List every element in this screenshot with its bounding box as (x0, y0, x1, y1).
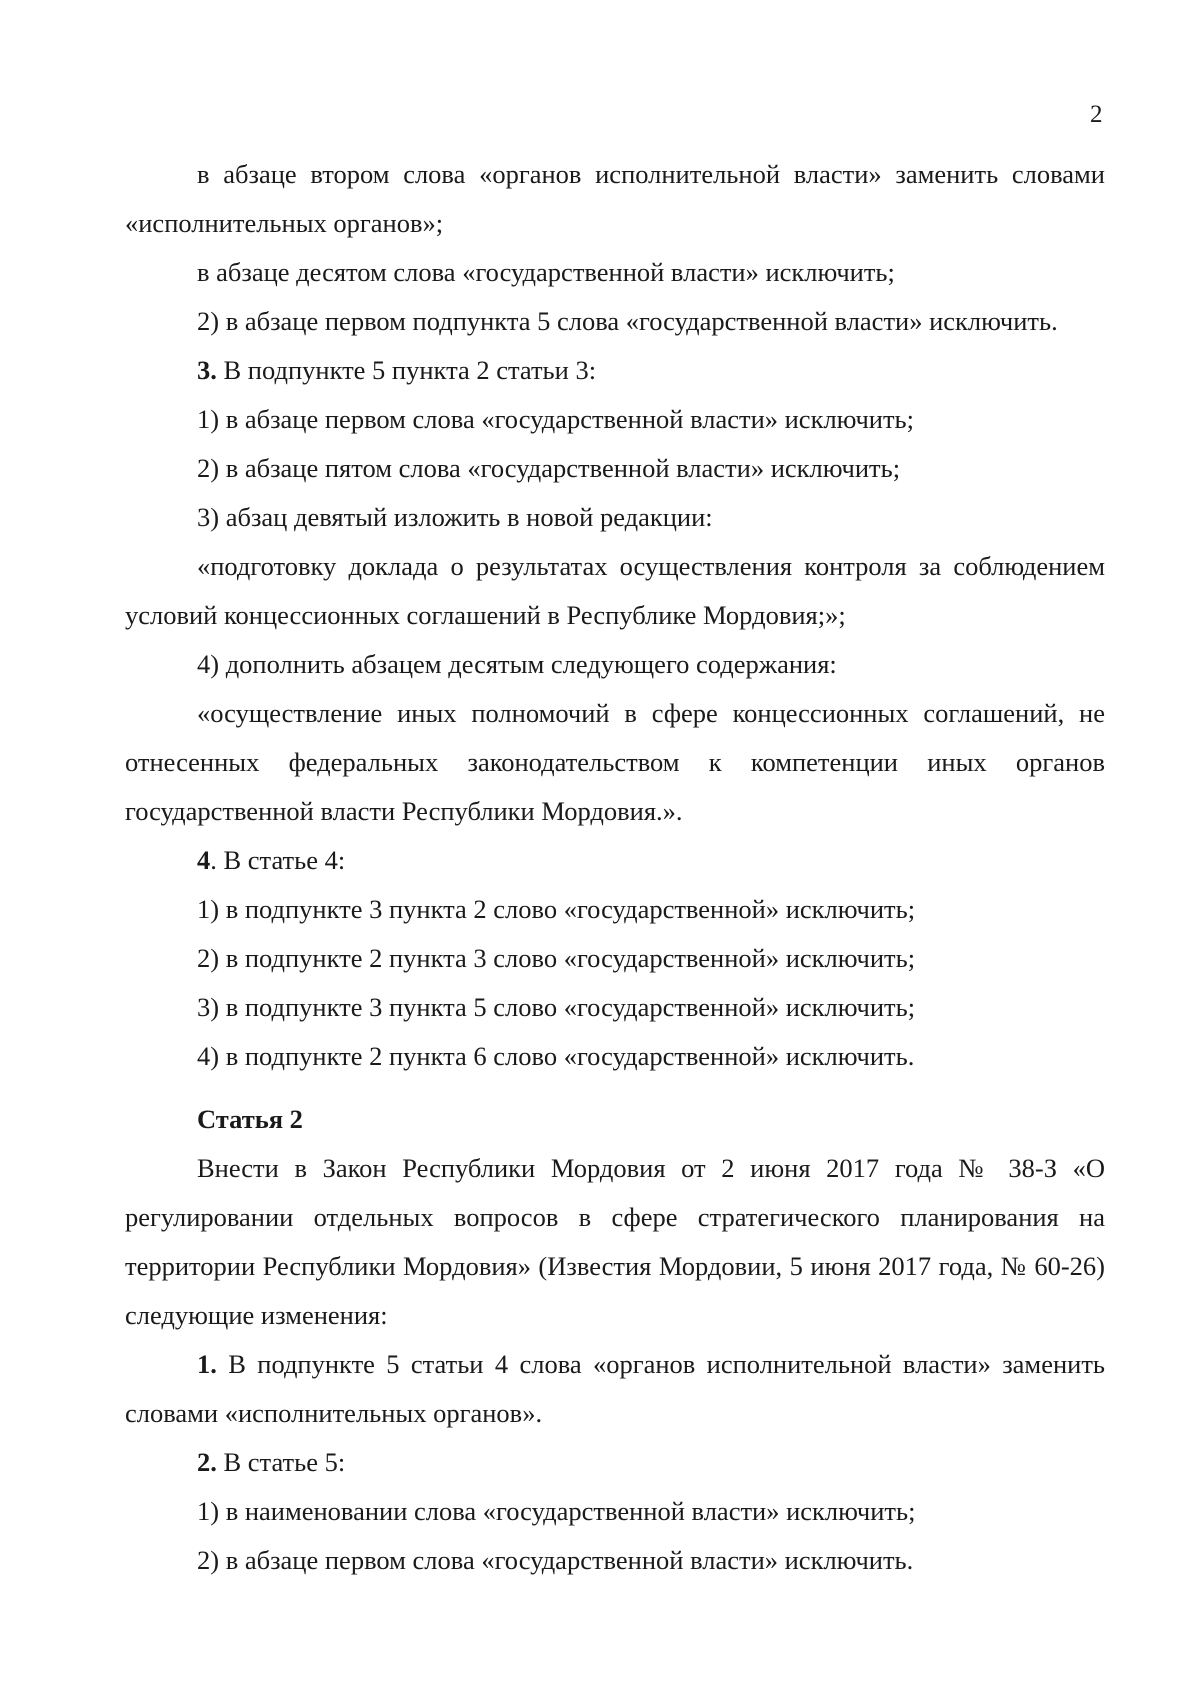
paragraph: в абзаце десятом слова «государственной власти» исключить; (197, 257, 895, 287)
paragraph: 4) в подпункте 2 пункта 6 слово «государственной» исключить. (197, 1041, 915, 1071)
item-text: В статье 5: (216, 1447, 346, 1477)
document-body (125, 150, 1105, 1585)
paragraph: 2) в абзаце первом подпункта 5 слова «государственной власти» исключить. (197, 306, 1058, 336)
paragraph: 2) в подпункте 2 пункта 3 слово «государственной» исключить; (197, 943, 916, 973)
paragraph (125, 1438, 1105, 1487)
item-number: 1. (197, 1349, 217, 1379)
section-gap (125, 1081, 1105, 1095)
item-text: . В статье 4: (210, 845, 346, 875)
paragraph: 4) дополнить абзацем десятым следующего содержания: (197, 649, 837, 679)
paragraph: 1) в подпункте 3 пункта 2 слово «государственной» исключить; (197, 894, 916, 924)
article-1-continuation (125, 150, 1105, 1081)
item-number: 3. (197, 355, 217, 385)
paragraph: 3) абзац девятый изложить в новой редакции: (197, 502, 713, 532)
paragraph: 3) в подпункте 3 пункта 5 слово «государственной» исключить; (197, 992, 916, 1022)
item-text: В подпункте 5 пункта 2 статьи 3: (216, 355, 597, 385)
paragraph: 2) в абзаце пятом слова «государственной власти» исключить; (197, 453, 901, 483)
paragraph: 1) в абзаце первом слова «государственной власти» исключить; (197, 404, 914, 434)
page-number: 2 (1090, 101, 1103, 128)
paragraph (125, 1340, 1105, 1438)
item-text: В подпункте 5 статьи 4 слова «органов исполнительной власти» заменить словами «исполнительных органов». (125, 1349, 1105, 1428)
paragraph: 1) в наименовании слова «государственной власти» исключить; (197, 1496, 916, 1526)
item-number: 2. (197, 1447, 217, 1477)
paragraph: «осуществление иных полномочий в сфере концессионных соглашений, не отнесенных федеральных законодательством к компетенции иных органов государственной власти Республики Мордовия.». (125, 698, 1105, 826)
paragraph (125, 836, 1105, 885)
article-2-body (125, 1144, 1105, 1585)
paragraph: Внести в Закон Республики Мордовия от 2 июня 2017 года № 38-З «О регулировании отдельных вопросов в сфере стратегического планирования на территории Республики Мордовия» (Известия Мордовии, 5 июня 2017 года, № 60-26) следующие изменения: (125, 1153, 1105, 1330)
paragraph: «подготовку доклада о результатах осуществления контроля за соблюдением условий концессионных соглашений в Республике Мордовия;»; (125, 551, 1105, 630)
paragraph: в абзаце втором слова «органов исполнительной власти» заменить словами «исполнительных органов»; (125, 159, 1105, 238)
paragraph (125, 346, 1105, 395)
item-number: 4 (197, 845, 211, 875)
paragraph: 2) в абзаце первом слова «государственной власти» исключить. (197, 1545, 914, 1575)
article-heading: Статья 2 (197, 1104, 303, 1134)
